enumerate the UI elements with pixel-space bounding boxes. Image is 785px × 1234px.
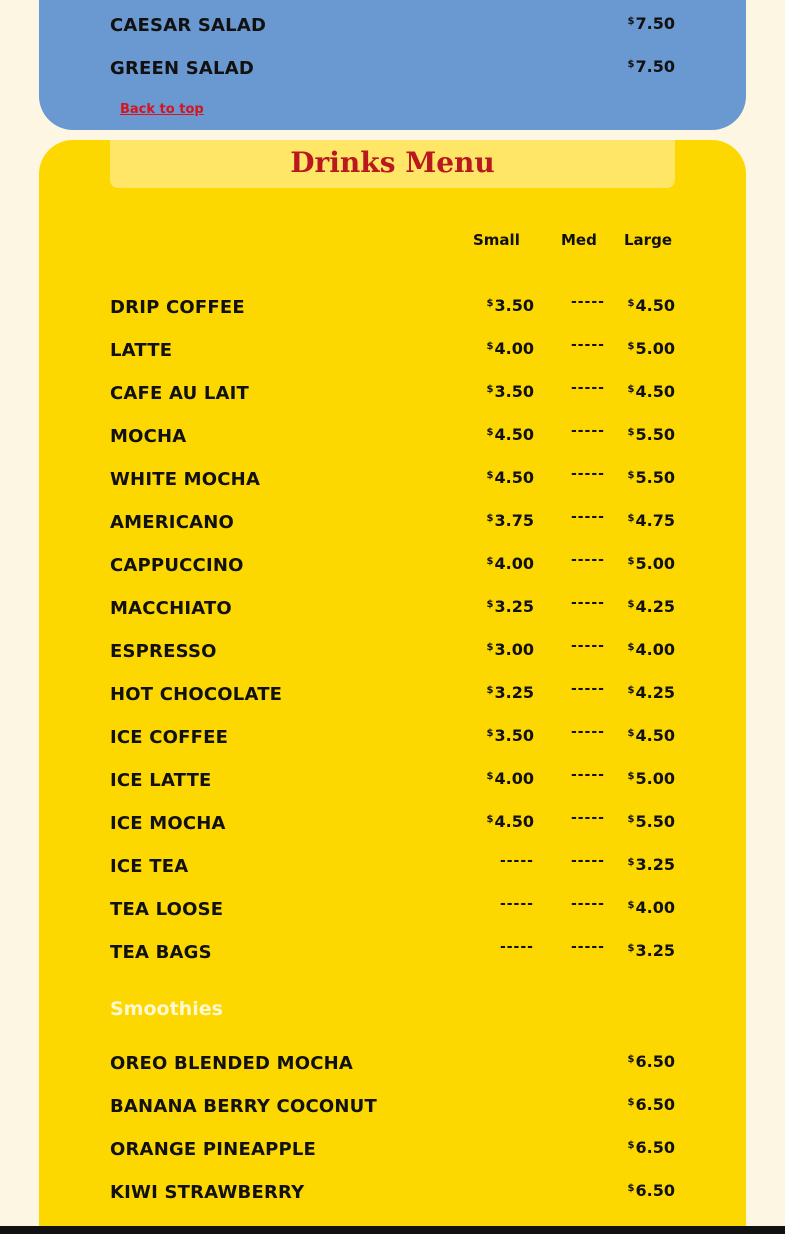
drink-price-med: -----: [570, 724, 605, 740]
drink-price-large: $5.50: [627, 812, 675, 831]
drink-price-med: -----: [570, 767, 605, 783]
drink-item-name: ICE MOCHA: [110, 813, 226, 834]
drink-price-large: $4.50: [627, 382, 675, 401]
smoothie-item-name: BANANA BERRY COCONUT: [110, 1096, 377, 1117]
drink-price-large: $5.50: [627, 468, 675, 487]
smoothie-item-name: KIWI STRAWBERRY: [110, 1182, 305, 1203]
column-header-small: Small: [473, 231, 520, 249]
drink-price-med: -----: [570, 681, 605, 697]
drink-price-med: -----: [570, 466, 605, 482]
column-header-large: Large: [624, 231, 672, 249]
drink-item-name: AMERICANO: [110, 512, 235, 533]
drink-price-large: $3.25: [627, 855, 675, 874]
drink-price-small: $4.00: [486, 339, 534, 358]
drink-price-large: $4.50: [627, 726, 675, 745]
drink-price-med: -----: [570, 810, 605, 826]
column-header-med: Med: [561, 231, 597, 249]
drink-price-large: $5.50: [627, 425, 675, 444]
drink-price-med: -----: [570, 509, 605, 525]
drink-price-med: -----: [570, 380, 605, 396]
drink-price-small: $3.75: [486, 511, 534, 530]
drinks-title-banner: [110, 140, 675, 188]
menu-item-price: $7.50: [627, 57, 675, 76]
drink-price-small: -----: [499, 939, 534, 955]
drink-price-small: -----: [499, 896, 534, 912]
drink-price-small: $3.50: [486, 382, 534, 401]
smoothies-heading: Smoothies: [110, 998, 223, 1020]
drink-price-med: -----: [570, 939, 605, 955]
bottom-edge-bar: [0, 1226, 785, 1234]
drink-price-small: $4.50: [486, 425, 534, 444]
drink-price-large: $4.00: [627, 640, 675, 659]
drink-price-small: $3.25: [486, 597, 534, 616]
drinks-menu-title: Drinks Menu: [290, 146, 495, 179]
drink-price-small: $3.50: [486, 726, 534, 745]
drink-item-name: WHITE MOCHA: [110, 469, 261, 490]
drink-item-name: HOT CHOCOLATE: [110, 684, 283, 705]
drink-price-med: -----: [570, 853, 605, 869]
drink-price-med: -----: [570, 423, 605, 439]
drink-price-small: -----: [499, 853, 534, 869]
smoothie-item-price: $6.50: [627, 1052, 675, 1071]
drink-item-name: CAPPUCCINO: [110, 555, 244, 576]
drink-item-name: TEA BAGS: [110, 942, 212, 963]
drink-price-large: $4.75: [627, 511, 675, 530]
drink-price-small: $4.50: [486, 812, 534, 831]
drink-item-name: CAFE AU LAIT: [110, 383, 250, 404]
drink-item-name: TEA LOOSE: [110, 899, 224, 920]
drink-item-name: LATTE: [110, 340, 173, 361]
drink-item-name: DRIP COFFEE: [110, 297, 245, 318]
drink-item-name: ICE TEA: [110, 856, 189, 877]
drink-price-med: -----: [570, 638, 605, 654]
back-to-top-link[interactable]: Back to top: [120, 102, 204, 117]
menu-item-price: $7.50: [627, 14, 675, 33]
drink-price-large: $4.25: [627, 683, 675, 702]
drink-price-large: $5.00: [627, 554, 675, 573]
drink-price-large: $4.00: [627, 898, 675, 917]
drink-price-small: $4.00: [486, 554, 534, 573]
drink-price-med: -----: [570, 552, 605, 568]
drink-price-large: $5.00: [627, 769, 675, 788]
drink-item-name: MACCHIATO: [110, 598, 232, 619]
menu-item-name: CAESAR SALAD: [110, 15, 267, 36]
drink-item-name: ESPRESSO: [110, 641, 217, 662]
drink-price-large: $4.50: [627, 296, 675, 315]
smoothie-item-price: $6.50: [627, 1138, 675, 1157]
drink-price-large: $4.25: [627, 597, 675, 616]
menu-item-name: GREEN SALAD: [110, 58, 254, 79]
drink-price-med: -----: [570, 337, 605, 353]
smoothie-item-price: $6.50: [627, 1095, 675, 1114]
drink-price-med: -----: [570, 896, 605, 912]
drink-item-name: ICE COFFEE: [110, 727, 229, 748]
drink-item-name: ICE LATTE: [110, 770, 212, 791]
drink-price-small: $4.50: [486, 468, 534, 487]
drink-price-small: $3.00: [486, 640, 534, 659]
drink-price-small: $3.50: [486, 296, 534, 315]
smoothie-item-price: $6.50: [627, 1181, 675, 1200]
drink-price-large: $5.00: [627, 339, 675, 358]
drink-price-med: -----: [570, 294, 605, 310]
smoothie-item-name: OREO BLENDED MOCHA: [110, 1053, 354, 1074]
drink-item-name: MOCHA: [110, 426, 187, 447]
smoothie-item-name: ORANGE PINEAPPLE: [110, 1139, 317, 1160]
drink-price-med: -----: [570, 595, 605, 611]
drink-price-small: $3.25: [486, 683, 534, 702]
drink-price-large: $3.25: [627, 941, 675, 960]
drink-price-small: $4.00: [486, 769, 534, 788]
